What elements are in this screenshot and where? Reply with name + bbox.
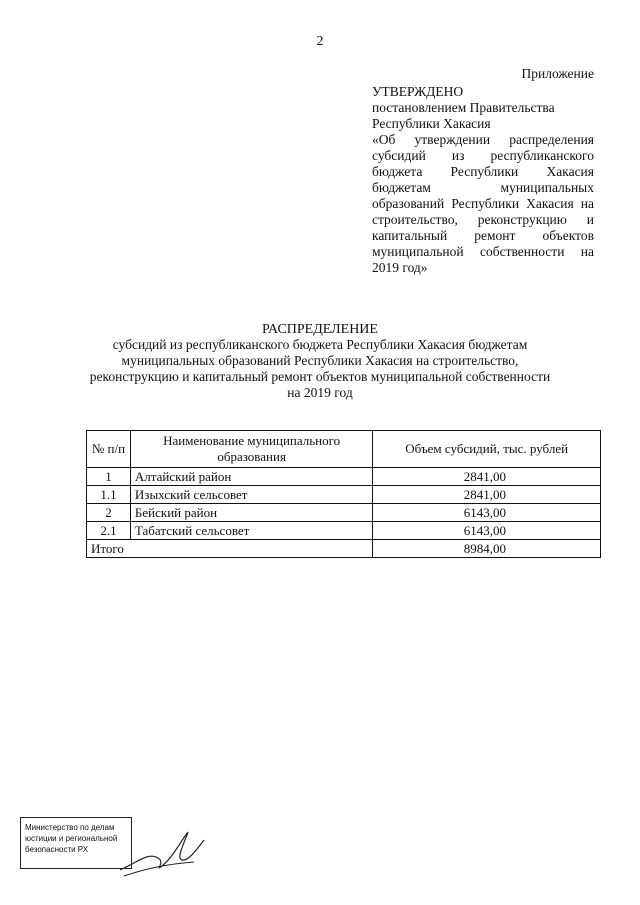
row-name: Табатский сельсовет	[130, 522, 372, 540]
approval-line: строительство, реконструкцию и	[372, 212, 594, 227]
approval-line: муниципальной собственности на	[372, 244, 594, 259]
stamp-line: юстиции и региональной	[25, 834, 118, 843]
approval-line: постановлением Правительства	[372, 100, 555, 115]
subtitle-line: субсидий из республиканского бюджета Республики Хакасия бюджетам	[112, 337, 528, 352]
row-amount: 6143,00	[373, 522, 601, 540]
table-header-row	[87, 431, 601, 468]
appendix-label: Приложение	[521, 66, 594, 81]
subtitle-line: муниципальных образований Республики Хакасия на строительство,	[121, 353, 519, 368]
stamp-line: безопасности РХ	[25, 845, 89, 854]
signature-mark	[118, 822, 208, 882]
approval-line: бюджета Республики Хакасия	[372, 164, 594, 179]
subtitle-line: реконструкцию и капитальный ремонт объектов муниципальной собственности	[89, 369, 551, 384]
approval-line: «Об утверждении распределения	[372, 132, 594, 147]
table-row	[87, 504, 601, 522]
column-header-name: Наименование муниципального образования	[130, 431, 372, 468]
approval-block	[372, 84, 594, 276]
table-total-row	[87, 540, 601, 558]
registration-stamp	[20, 817, 132, 869]
subsidy-table	[86, 430, 601, 558]
column-header-amount: Объем субсидий, тыс. рублей	[373, 431, 601, 468]
row-number: 2.1	[87, 522, 131, 540]
row-name: Бейский район	[130, 504, 372, 522]
table-row	[87, 486, 601, 504]
row-number: 1.1	[87, 486, 131, 504]
row-number: 1	[87, 468, 131, 486]
column-header-number: № п/п	[87, 431, 131, 468]
subtitle-line: на 2019 год	[287, 385, 353, 400]
document-title: РАСПРЕДЕЛЕНИЕ	[262, 322, 378, 337]
approval-line: субсидий из республиканского	[372, 148, 594, 163]
total-amount: 8984,00	[373, 540, 601, 558]
approval-line: 2019 год»	[372, 260, 428, 275]
approval-line: бюджетам муниципальных	[372, 180, 594, 195]
row-number: 2	[87, 504, 131, 522]
page-number: 2	[316, 34, 324, 49]
approval-line: образований Республики Хакасия на	[372, 196, 594, 211]
row-name: Изыхский сельсовет	[130, 486, 372, 504]
row-name: Алтайский район	[130, 468, 372, 486]
row-amount: 2841,00	[373, 468, 601, 486]
row-amount: 6143,00	[373, 504, 601, 522]
row-amount: 2841,00	[373, 486, 601, 504]
table-row	[87, 468, 601, 486]
approval-line: капитальный ремонт объектов	[372, 228, 594, 243]
table-row	[87, 522, 601, 540]
document-subtitle	[0, 337, 640, 401]
approval-line: Республики Хакасия	[372, 116, 491, 131]
stamp-line: Министерство по делам	[25, 823, 115, 832]
total-label: Итого	[87, 540, 373, 558]
approval-heading: УТВЕРЖДЕНО	[372, 84, 464, 99]
